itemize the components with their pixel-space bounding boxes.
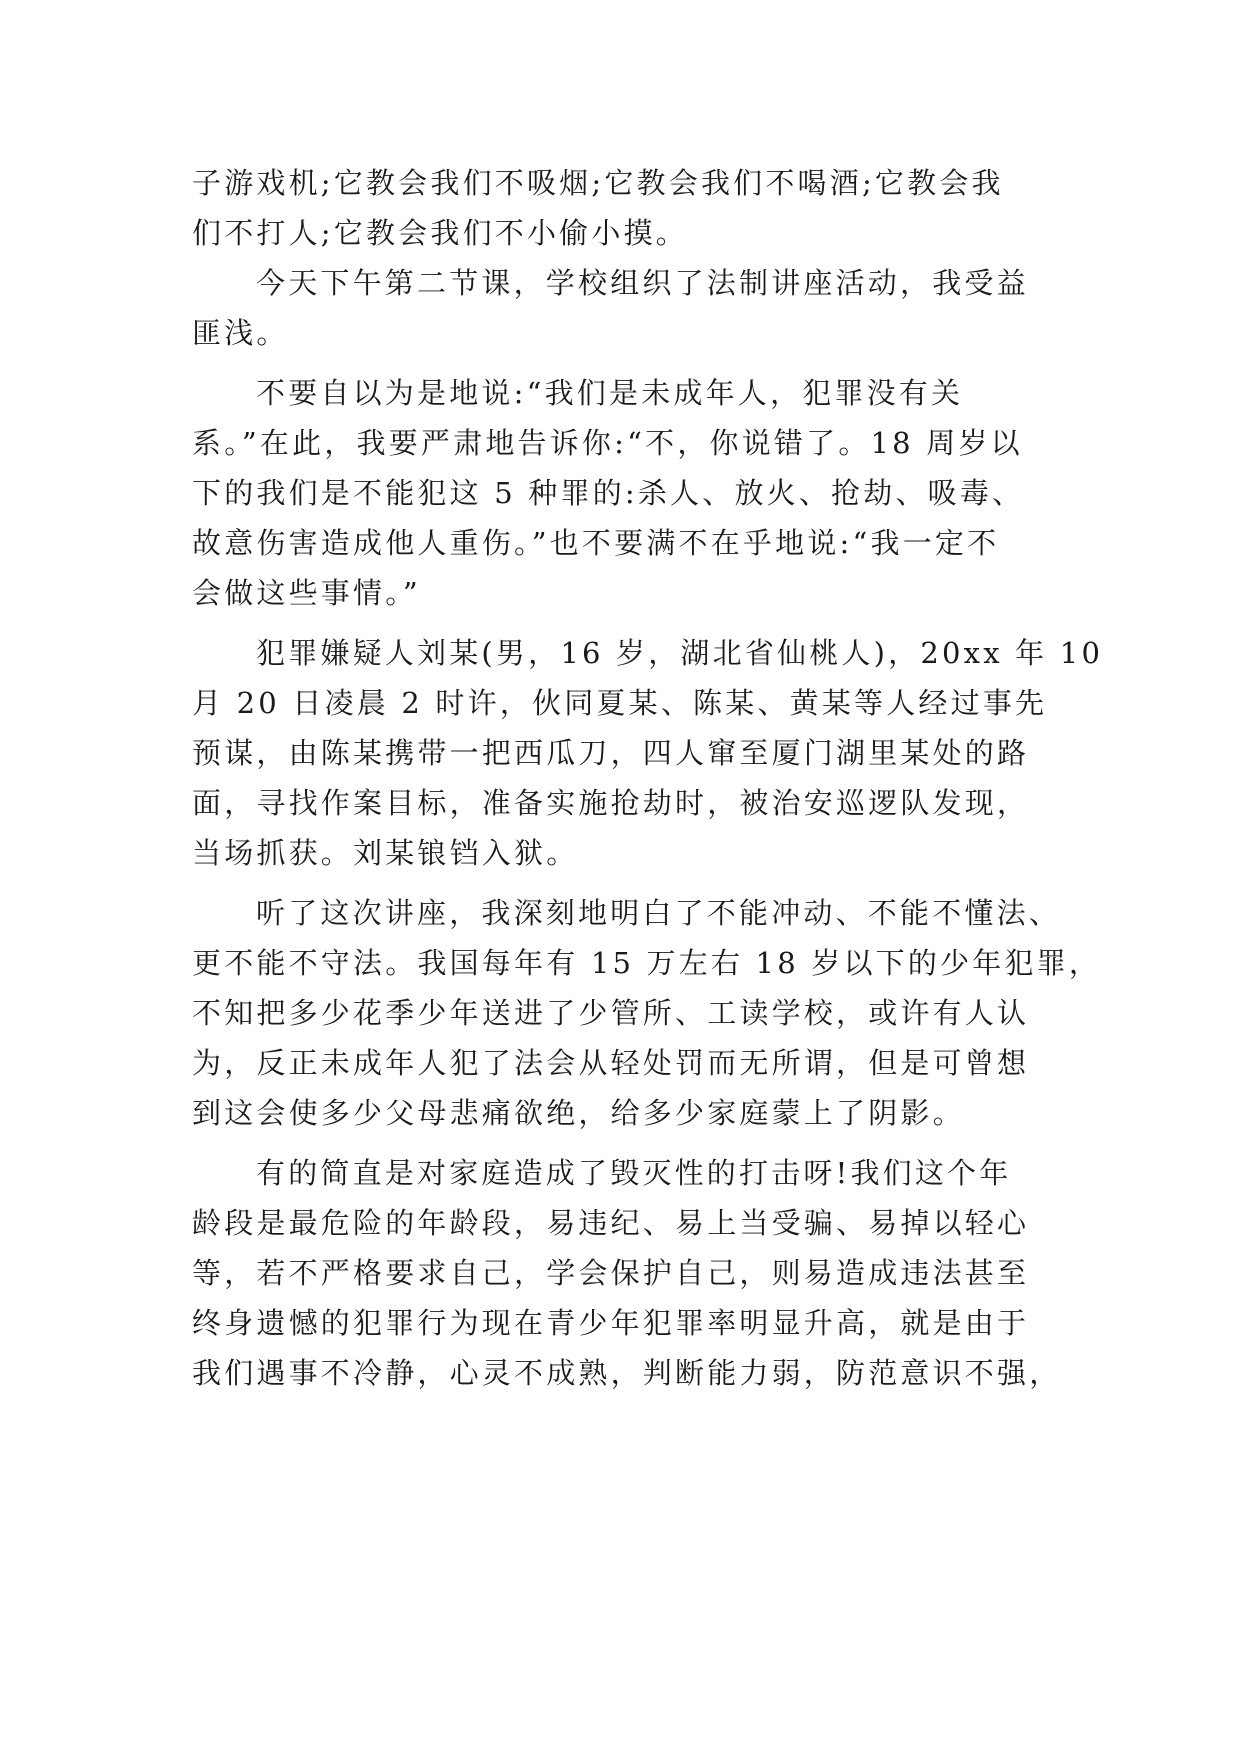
text-line: 更不能不守法。我国每年有 15 万左右 18 岁以下的少年犯罪，	[192, 946, 1102, 980]
text-line: 龄段是最危险的年龄段，易违纪、易上当受骗、易掉以轻心	[192, 1206, 1030, 1240]
text-line: 匪浅。	[192, 316, 289, 350]
text-line: 下的我们是不能犯这 5 种罪的:杀人、放火、抢劫、吸毒、	[192, 476, 1025, 510]
text-line: 月 20 日凌晨 2 时许，伙同夏某、陈某、黄某等人经过事先	[192, 686, 1048, 720]
paragraph-first-line: 听了这次讲座，我深刻地明白了不能冲动、不能不懂法、	[256, 896, 1062, 930]
text-line: 子游戏机;它教会我们不吸烟;它教会我们不喝酒;它教会我	[192, 166, 1004, 200]
text-line: 当场抓获。刘某锒铛入狱。	[192, 836, 579, 870]
text-line: 故意伤害造成他人重伤。”也不要满不在乎地说:“我一定不	[192, 526, 1000, 560]
text-line: 等，若不严格要求自己，学会保护自己，则易造成违法甚至	[192, 1256, 1030, 1290]
text-line: 面，寻找作案目标，准备实施抢劫时，被治安巡逻队发现，	[192, 786, 1030, 820]
text-line: 终身遗憾的犯罪行为现在青少年犯罪率明显升高，就是由于	[192, 1306, 1030, 1340]
text-line: 不知把多少花季少年送进了少管所、工读学校，或许有人认	[192, 996, 1030, 1030]
text-line: 系。”在此，我要严肃地告诉你:“不，你说错了。18 周岁以	[192, 426, 1023, 460]
paragraph-first-line: 有的简直是对家庭造成了毁灭性的打击呀!我们这个年	[256, 1156, 1012, 1190]
text-line: 预谋，由陈某携带一把西瓜刀，四人窜至厦门湖里某处的路	[192, 736, 1030, 770]
paragraph-first-line: 今天下午第二节课，学校组织了法制讲座活动，我受益	[256, 266, 1029, 300]
text-line: 们不打人;它教会我们不小偷小摸。	[192, 216, 688, 250]
text-line: 到这会使多少父母悲痛欲绝，给多少家庭蒙上了阴影。	[192, 1096, 965, 1130]
paragraph-first-line: 不要自以为是地说:“我们是未成年人，犯罪没有关	[256, 376, 964, 410]
text-line: 我们遇事不冷静，心灵不成熟，判断能力弱，防范意识不强，	[192, 1356, 1062, 1390]
text-line: 会做这些事情。”	[192, 576, 421, 610]
paragraph-first-line: 犯罪嫌疑人刘某(男，16 岁，湖北省仙桃人)，20xx 年 10	[256, 636, 1104, 670]
text-line: 为，反正未成年人犯了法会从轻处罚而无所谓，但是可曾想	[192, 1046, 1030, 1080]
